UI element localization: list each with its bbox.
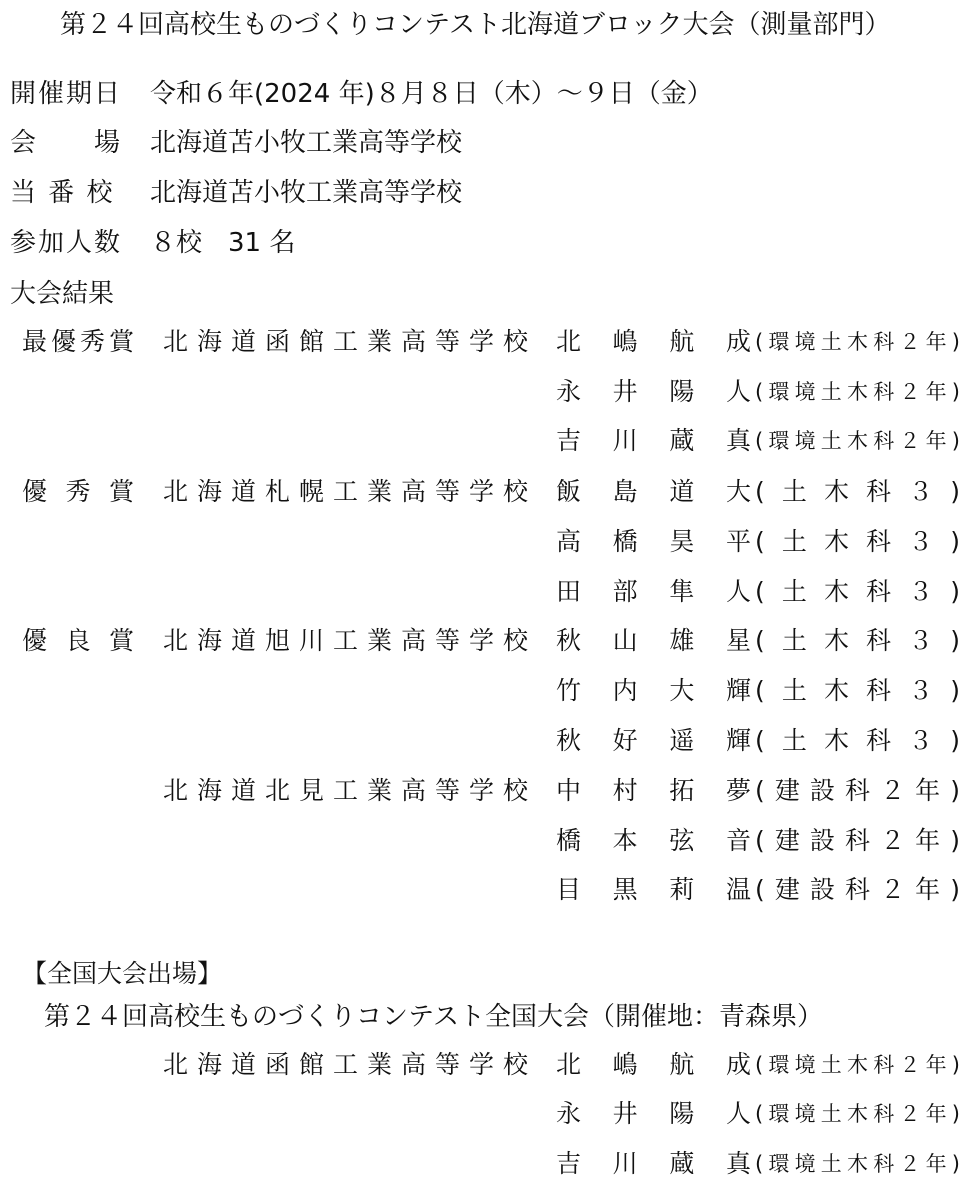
student-name: 秋山雄星 [556,626,751,655]
school-name: 北海道函館工業高等学校 [163,1050,528,1079]
student-dept: (土木科３) [755,676,960,705]
school-name: 北海道北見工業高等学校 [163,776,528,805]
student-dept: (土木科３) [755,577,960,606]
student-dept: (土木科３) [755,726,960,755]
info-label: 開催期日 [10,79,123,109]
results-heading: 大会結果 [10,279,115,309]
result-row [0,671,975,711]
student-name: 北嶋航成 [556,1050,751,1079]
student-dept: (環境土木科２年) [755,380,960,404]
student-name: 飯島道大 [556,477,751,506]
student-dept: (土木科３) [755,477,960,506]
student-dept: (建設科２年) [755,826,960,855]
student-dept: (環境土木科２年) [755,330,960,354]
student-dept: (環境土木科２年) [755,1053,960,1077]
student-name: 秋好遥輝 [556,726,751,755]
school-name: 北海道函館工業高等学校 [163,327,528,356]
result-row [0,870,975,910]
school-name: 北海道旭川工業高等学校 [163,626,528,655]
national-row [0,1144,975,1184]
student-dept: (環境土木科２年) [755,1152,960,1176]
student-name: 竹内大輝 [556,676,751,705]
student-name: 永井陽人 [556,1099,751,1128]
result-row [0,821,975,861]
result-row [0,472,975,512]
award-name: 優良賞 [22,626,134,655]
student-name: 吉川蔵真 [556,426,751,455]
student-dept: (土木科３) [755,626,960,655]
result-row [0,322,975,362]
national-title: 第２４回高校生ものづくりコンテスト全国大会（開催地：青森県） [44,1002,823,1032]
student-dept: (建設科２年) [755,875,960,904]
student-name: 高橋昊平 [556,527,751,556]
info-value: 北海道苫小牧工業高等学校 [150,178,463,208]
student-name: 目黒莉温 [556,875,751,904]
award-name: 最優秀賞 [22,327,134,356]
info-label: 会 場 [10,128,123,158]
info-value: 令和６年(2024 年)８月８日（木）～９日（金） [150,79,713,109]
result-row [0,572,975,612]
student-name: 永井陽人 [556,377,751,406]
info-value: 北海道苫小牧工業高等学校 [150,128,463,158]
national-heading: 【全国大会出場】 [22,959,223,988]
result-row [0,771,975,811]
result-row [0,421,975,461]
student-dept: (環境土木科２年) [755,1102,960,1126]
page-title: 第２４回高校生ものづくりコンテスト北海道ブロック大会（測量部門） [60,10,891,40]
info-value: ８校 31 名 [150,228,296,258]
student-name: 田部隼人 [556,577,751,606]
student-name: 中村拓夢 [556,776,751,805]
student-dept: (土木科３) [755,527,960,556]
info-label: 参加人数 [10,228,123,258]
result-row [0,372,975,412]
result-row [0,721,975,761]
national-row [0,1094,975,1134]
student-name: 北嶋航成 [556,327,751,356]
national-row [0,1045,975,1085]
student-dept: (建設科２年) [755,776,960,805]
award-name: 優秀賞 [22,477,134,506]
result-row [0,621,975,661]
student-name: 橋本弦音 [556,826,751,855]
info-label: 当 番 校 [10,178,115,208]
school-name: 北海道札幌工業高等学校 [163,477,528,506]
student-name: 吉川蔵真 [556,1149,751,1178]
student-dept: (環境土木科２年) [755,429,960,453]
result-row [0,522,975,562]
